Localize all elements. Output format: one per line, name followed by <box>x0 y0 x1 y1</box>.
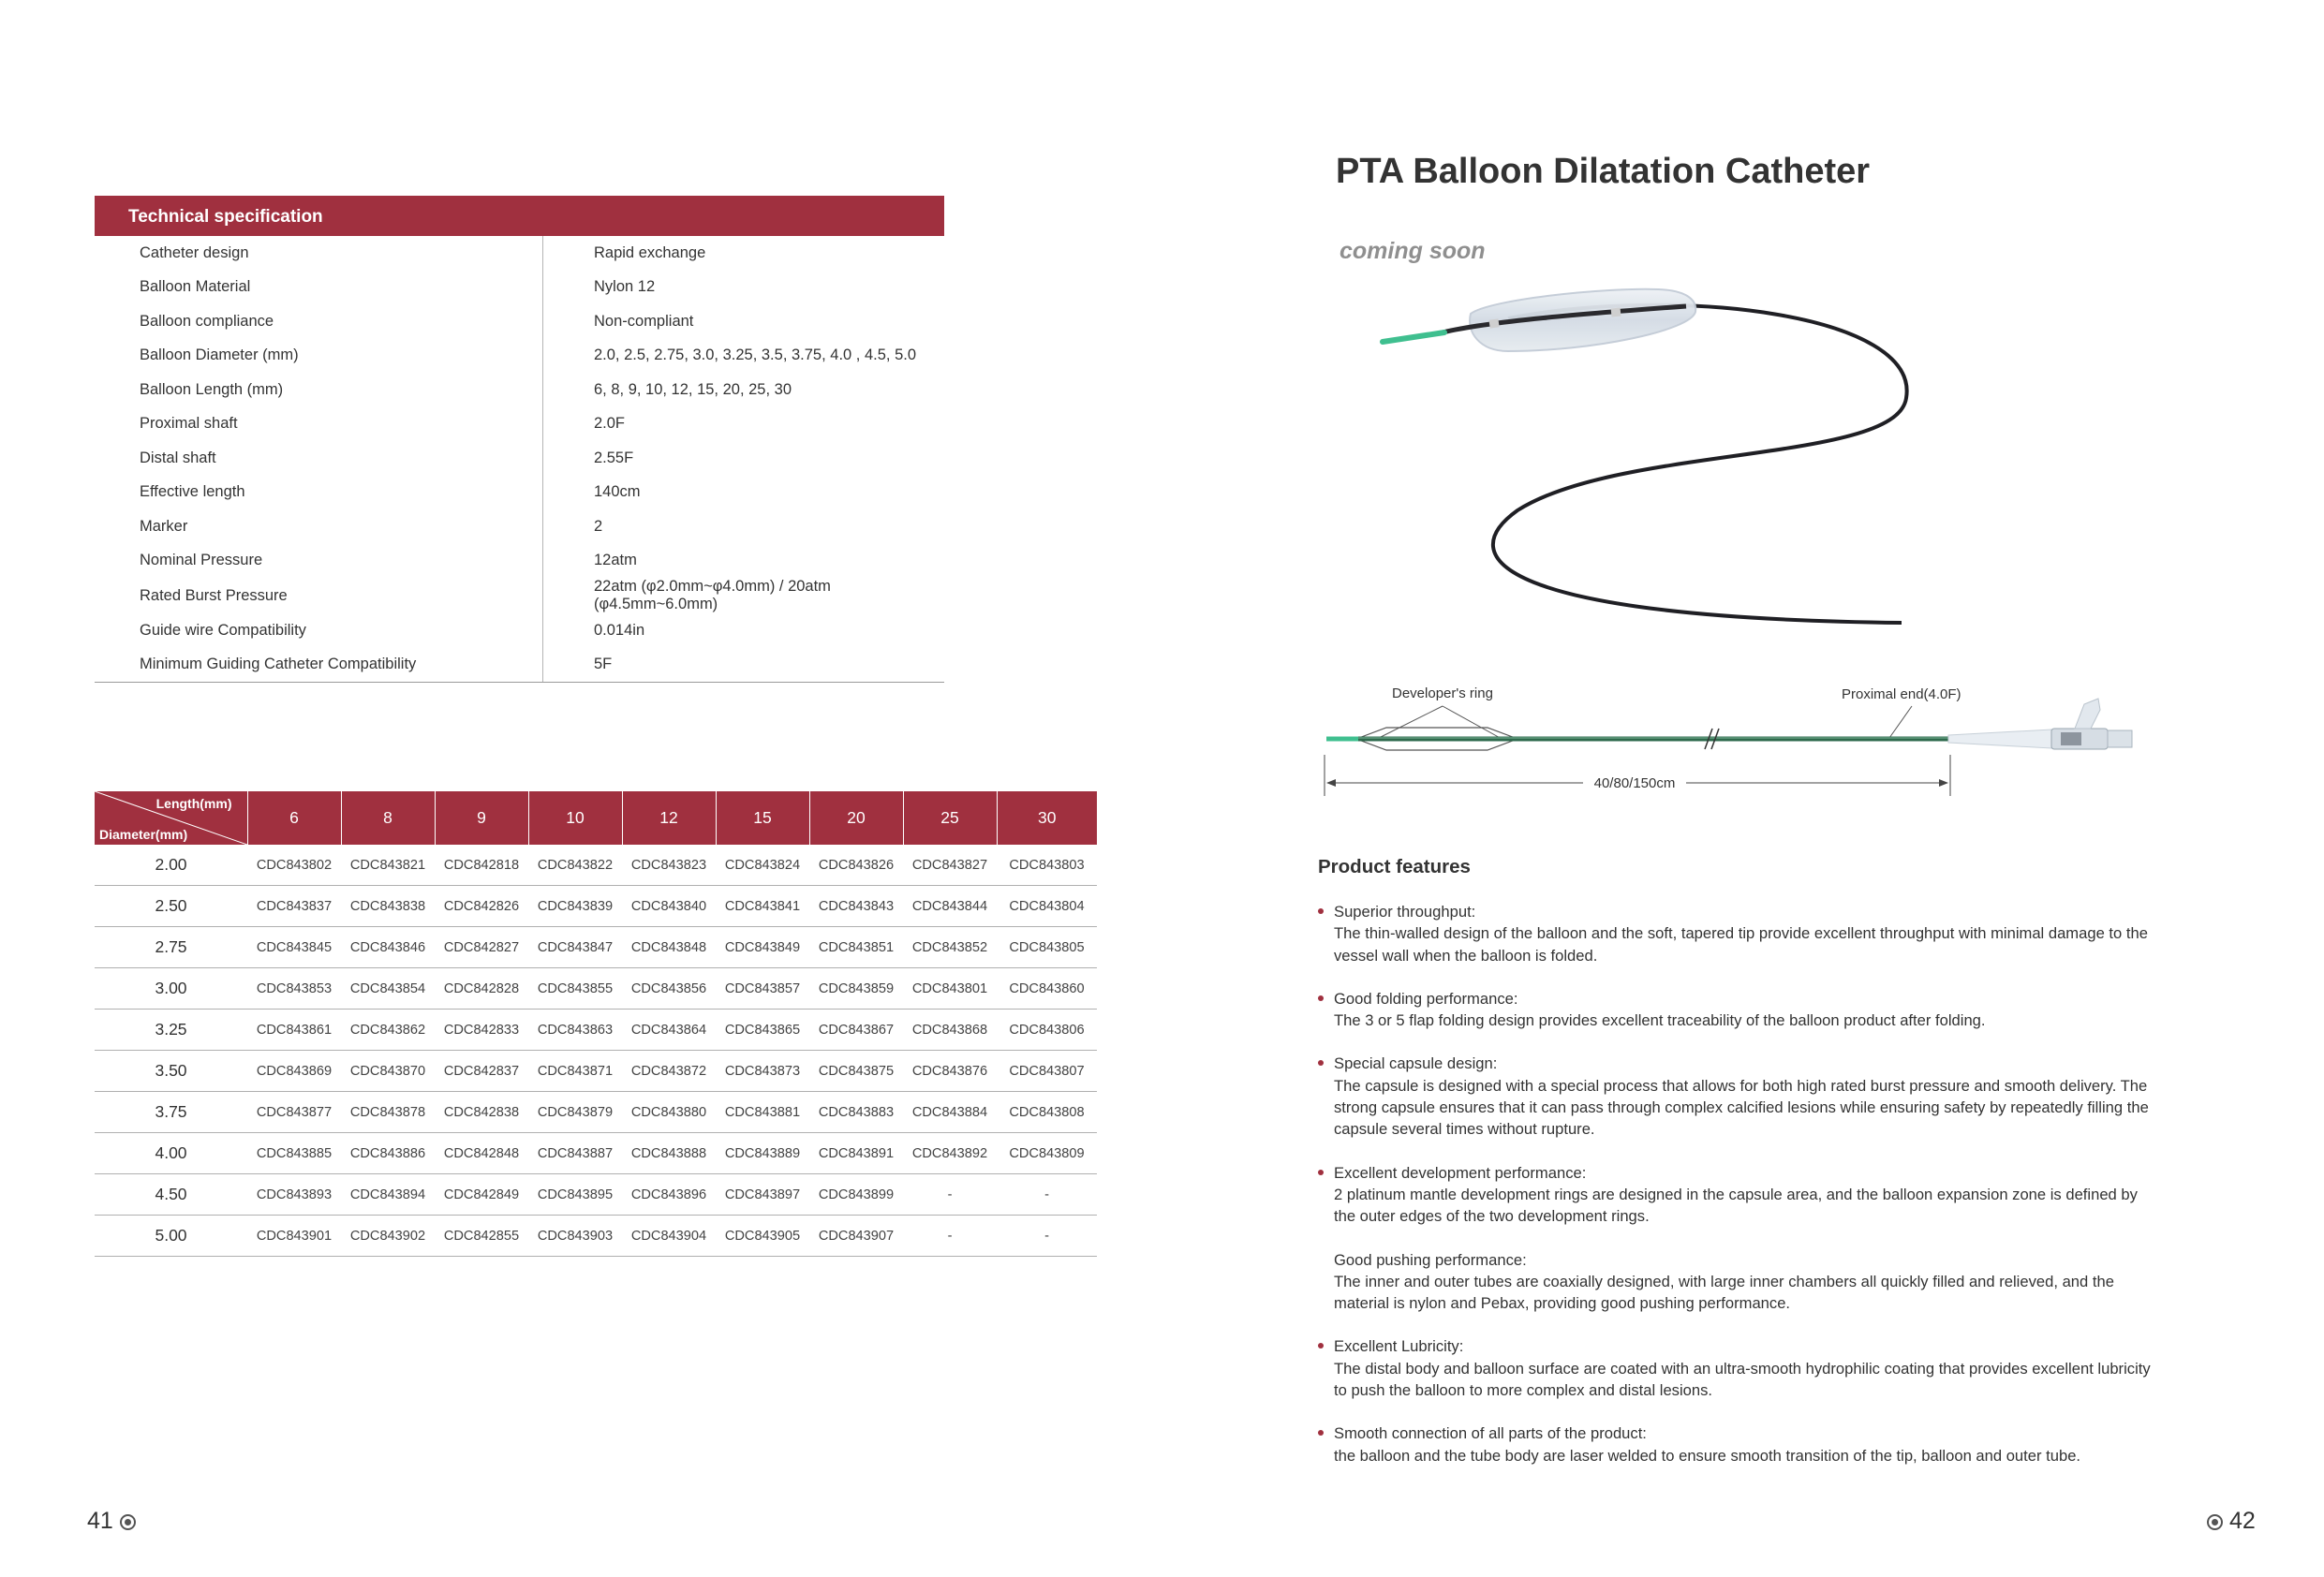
spec-value: 22atm (φ2.0mm~φ4.0mm) / 20atm (φ4.5mm~6.0mm) <box>594 578 831 612</box>
proximal-end-label: Proximal end(4.0F) <box>1842 686 1961 702</box>
code-table-header-row <box>95 791 1097 845</box>
feature-item <box>1318 1249 2161 1315</box>
spec-label: Guide wire Compatibility <box>95 613 543 648</box>
spec-label: Rated Burst Pressure <box>95 578 543 613</box>
length-header: 15 <box>716 791 809 845</box>
dimension-arrow-left <box>1326 779 1336 787</box>
feature-text: the balloon and the tube body are laser welded to ensure smooth transition of the tip, balloon and outer tube. <box>1334 1446 2081 1465</box>
product-features-title: Product features <box>1318 856 1471 877</box>
spec-table-body <box>95 236 944 683</box>
spec-value: Rapid exchange <box>594 243 706 261</box>
code-table-row <box>95 845 1097 886</box>
diameter-cell: 3.25 <box>95 1010 247 1051</box>
product-code-cell: CDC843897 <box>716 1174 809 1216</box>
catheter-photo <box>1377 276 1930 641</box>
catheter-shaft <box>1493 305 1907 623</box>
product-code-cell: CDC843888 <box>622 1133 716 1174</box>
spec-row <box>95 304 944 339</box>
product-code-cell: CDC842837 <box>435 1051 528 1092</box>
code-table-row <box>95 886 1097 927</box>
page-number-right <box>2207 1508 2256 1535</box>
product-code-cell: CDC843872 <box>622 1051 716 1092</box>
product-code-cell: CDC843803 <box>997 845 1097 886</box>
product-code-cell: - <box>903 1174 997 1216</box>
product-code-cell: CDC843887 <box>528 1133 622 1174</box>
product-code-cell: CDC842855 <box>435 1216 528 1257</box>
code-table-row <box>95 1092 1097 1133</box>
spec-value: Nylon 12 <box>594 278 656 296</box>
spec-row <box>95 407 944 442</box>
spec-label: Balloon Length (mm) <box>95 373 543 407</box>
code-table-row <box>95 1133 1097 1174</box>
catheter-tip <box>1383 332 1444 342</box>
spec-label: Nominal Pressure <box>95 544 543 579</box>
spec-label: Balloon Diameter (mm) <box>95 339 543 374</box>
product-code-cell: CDC843902 <box>341 1216 435 1257</box>
product-code-cell: CDC843886 <box>341 1133 435 1174</box>
product-code-cell: CDC843849 <box>716 927 809 968</box>
spec-value: 2 <box>594 517 603 535</box>
length-header: 12 <box>622 791 716 845</box>
spec-value: 6, 8, 9, 10, 12, 15, 20, 25, 30 <box>594 380 792 398</box>
product-code-cell: CDC843857 <box>716 968 809 1010</box>
product-code-cell: CDC842818 <box>435 845 528 886</box>
product-code-cell: CDC843880 <box>622 1092 716 1133</box>
spec-label: Balloon Material <box>95 271 543 305</box>
product-code-cell: CDC843873 <box>716 1051 809 1092</box>
feature-heading: Good pushing performance: <box>1334 1250 1527 1269</box>
developers-ring-label: Developer's ring <box>1392 685 1493 701</box>
diameter-cell: 2.50 <box>95 886 247 927</box>
product-code-cell: CDC843894 <box>341 1174 435 1216</box>
product-code-cell: CDC843837 <box>247 886 341 927</box>
spec-row <box>95 339 944 374</box>
product-code-cell: CDC843879 <box>528 1092 622 1133</box>
product-code-cell: CDC843904 <box>622 1216 716 1257</box>
product-code-cell: CDC843864 <box>622 1010 716 1051</box>
product-code-cell: CDC843807 <box>997 1051 1097 1092</box>
bullet-icon <box>1318 1430 1324 1436</box>
spec-row <box>95 476 944 510</box>
product-code-cell: CDC843822 <box>528 845 622 886</box>
feature-heading: Special capsule design: <box>1334 1054 1498 1073</box>
length-header: 6 <box>247 791 341 845</box>
product-code-cell: CDC843901 <box>247 1216 341 1257</box>
spec-label: Balloon compliance <box>95 304 543 339</box>
product-code-cell: CDC843827 <box>903 845 997 886</box>
spec-row <box>95 613 944 648</box>
strain-relief <box>1948 730 2051 748</box>
spec-value: 5F <box>543 648 945 683</box>
marker-band-2 <box>1611 307 1621 317</box>
hub-insert <box>2061 732 2081 745</box>
product-code-cell: CDC843808 <box>997 1092 1097 1133</box>
feature-heading: Superior throughput: <box>1334 903 1476 921</box>
product-code-cell: CDC842838 <box>435 1092 528 1133</box>
spec-row <box>95 648 944 683</box>
diameter-cell: 5.00 <box>95 1216 247 1257</box>
product-code-cell: CDC843860 <box>997 968 1097 1010</box>
product-code-cell: CDC843895 <box>528 1174 622 1216</box>
ring-leader-left <box>1375 706 1443 740</box>
product-code-cell: CDC843843 <box>809 886 903 927</box>
product-code-cell: CDC843885 <box>247 1133 341 1174</box>
diameter-cell: 3.50 <box>95 1051 247 1092</box>
ring-leader-right <box>1443 706 1503 740</box>
product-code-cell: CDC843863 <box>528 1010 622 1051</box>
spec-row <box>95 373 944 407</box>
feature-heading: Excellent development performance: <box>1334 1163 1587 1182</box>
spec-value: 0.014in <box>594 621 645 639</box>
product-code-cell: CDC843839 <box>528 886 622 927</box>
bullet-icon <box>1318 908 1324 914</box>
feature-text: The thin-walled design of the balloon and the soft, tapered tip provide excellent throughput with minimal damage to the vessel wall when the balloon is folded. <box>1334 924 2148 965</box>
product-code-table <box>95 791 1097 1257</box>
length-header: 25 <box>903 791 997 845</box>
product-code-cell: CDC843847 <box>528 927 622 968</box>
spec-row <box>95 271 944 305</box>
code-table-row <box>95 1216 1097 1257</box>
product-code-cell: CDC843851 <box>809 927 903 968</box>
code-table-row <box>95 968 1097 1010</box>
diameter-cell: 4.50 <box>95 1174 247 1216</box>
product-code-cell: CDC843889 <box>716 1133 809 1174</box>
product-code-cell: CDC843845 <box>247 927 341 968</box>
feature-heading: Smooth connection of all parts of the product: <box>1334 1424 1647 1443</box>
product-code-cell: CDC843871 <box>528 1051 622 1092</box>
product-code-cell: CDC843891 <box>809 1133 903 1174</box>
length-header: 20 <box>809 791 903 845</box>
spec-value: 2.0F <box>594 415 626 433</box>
diameter-cell: 2.00 <box>95 845 247 886</box>
product-code-cell: CDC842827 <box>435 927 528 968</box>
product-code-cell: - <box>997 1174 1097 1216</box>
feature-heading: Good folding performance: <box>1334 989 1518 1008</box>
product-code-cell: CDC843899 <box>809 1174 903 1216</box>
code-table-body <box>95 845 1097 1257</box>
spec-label: Distal shaft <box>95 441 543 476</box>
product-code-cell: CDC842833 <box>435 1010 528 1051</box>
spec-label: Effective length <box>95 476 543 510</box>
product-code-cell: CDC843838 <box>341 886 435 927</box>
spec-value: 140cm <box>594 483 641 501</box>
product-code-cell: CDC843856 <box>622 968 716 1010</box>
feature-item <box>1318 1053 2161 1140</box>
technical-specification-table <box>95 196 944 683</box>
product-code-cell: CDC843841 <box>716 886 809 927</box>
product-code-cell: CDC843893 <box>247 1174 341 1216</box>
spec-row <box>95 578 944 613</box>
coming-soon-label: coming soon <box>1340 238 1486 264</box>
feature-text: The inner and outer tubes are coaxially designed, with large inner chambers all quickly filled and relieved, and the material is nylon and Pebax, providing good pushing performance. <box>1334 1272 2114 1313</box>
page-number-right-text: 42 <box>2228 1508 2256 1534</box>
spec-label: Marker <box>95 509 543 544</box>
feature-item <box>1318 1335 2161 1401</box>
catheter-diagram <box>1321 676 2183 807</box>
product-code-cell: CDC843805 <box>997 927 1097 968</box>
product-code-cell: CDC843806 <box>997 1010 1097 1051</box>
product-features-list <box>1318 901 2161 1488</box>
product-code-cell: CDC843905 <box>716 1216 809 1257</box>
product-code-cell: - <box>997 1216 1097 1257</box>
product-code-cell: CDC843826 <box>809 845 903 886</box>
code-table-row <box>95 1010 1097 1051</box>
product-code-cell: CDC843854 <box>341 968 435 1010</box>
length-dimension-label: 40/80/150cm <box>1593 775 1676 791</box>
spec-row <box>95 236 944 271</box>
product-code-cell: CDC843903 <box>528 1216 622 1257</box>
hub-side-port <box>2075 699 2100 729</box>
product-code-cell: CDC843861 <box>247 1010 341 1051</box>
page-ring-icon <box>2207 1514 2223 1530</box>
spec-row <box>95 509 944 544</box>
feature-text: The capsule is designed with a special process that allows for both high rated burst pressure and smooth delivery. The strong capsule ensures that it can pass through complex calcified lesions while ensuring safety by repeatedly filling the capsule several times without rupture. <box>1334 1076 2149 1139</box>
diameter-cell: 3.75 <box>95 1092 247 1133</box>
product-code-cell: CDC843867 <box>809 1010 903 1051</box>
product-code-cell: CDC843892 <box>903 1133 997 1174</box>
length-axis-label: Length(mm) <box>155 796 232 811</box>
page-number-left-text: 41 <box>87 1508 113 1534</box>
feature-item <box>1318 988 2161 1032</box>
spec-table-header: Technical specification <box>95 196 944 236</box>
product-code-cell: CDC843801 <box>903 968 997 1010</box>
product-title: PTA Balloon Dilatation Catheter <box>1336 152 1871 191</box>
code-table-row <box>95 927 1097 968</box>
code-table-row <box>95 1051 1097 1092</box>
product-code-cell: CDC843896 <box>622 1174 716 1216</box>
product-code-cell: CDC843877 <box>247 1092 341 1133</box>
feature-item <box>1318 1162 2161 1228</box>
length-header: 8 <box>341 791 435 845</box>
product-code-cell: - <box>903 1216 997 1257</box>
feature-item <box>1318 901 2161 966</box>
bullet-icon <box>1318 1170 1324 1175</box>
code-table-row <box>95 1174 1097 1216</box>
product-code-cell: CDC843846 <box>341 927 435 968</box>
feature-text: The 3 or 5 flap folding design provides excellent traceability of the balloon product after folding. <box>1334 1011 1986 1030</box>
page-ring-icon <box>120 1514 136 1530</box>
spec-value: Non-compliant <box>594 312 694 330</box>
product-code-cell: CDC843870 <box>341 1051 435 1092</box>
bullet-icon <box>1318 995 1324 1001</box>
product-code-cell: CDC843804 <box>997 886 1097 927</box>
product-code-cell: CDC843824 <box>716 845 809 886</box>
product-code-cell: CDC843862 <box>341 1010 435 1051</box>
bullet-icon <box>1318 1060 1324 1066</box>
product-code-cell: CDC842828 <box>435 968 528 1010</box>
product-code-cell: CDC843876 <box>903 1051 997 1092</box>
product-code-cell: CDC843853 <box>247 968 341 1010</box>
product-code-cell: CDC842849 <box>435 1174 528 1216</box>
product-code-cell: CDC843809 <box>997 1133 1097 1174</box>
product-code-cell: CDC842848 <box>435 1133 528 1174</box>
product-code-cell: CDC843859 <box>809 968 903 1010</box>
product-code-cell: CDC843823 <box>622 845 716 886</box>
feature-text: The distal body and balloon surface are coated with an ultra-smooth hydrophilic coating that provides excellent lubricity to push the balloon to more complex and distal lesions. <box>1334 1359 2151 1400</box>
hub-luer <box>2108 730 2132 747</box>
product-code-cell: CDC843869 <box>247 1051 341 1092</box>
product-code-cell: CDC843865 <box>716 1010 809 1051</box>
feature-item <box>1318 1422 2161 1466</box>
feature-text: 2 platinum mantle development rings are designed in the capsule area, and the balloon expansion zone is defined by the outer edges of the two development rings. <box>1334 1185 2138 1226</box>
diameter-cell: 2.75 <box>95 927 247 968</box>
spec-label: Proximal shaft <box>95 407 543 442</box>
diameter-cell: 3.00 <box>95 968 247 1010</box>
diameter-axis-label: Diameter(mm) <box>99 827 188 842</box>
bullet-icon <box>1318 1343 1324 1349</box>
product-code-cell: CDC843883 <box>809 1092 903 1133</box>
length-header: 30 <box>997 791 1097 845</box>
page-number-left <box>87 1508 136 1535</box>
spec-value: 2.55F <box>594 449 634 466</box>
product-code-cell: CDC843907 <box>809 1216 903 1257</box>
spec-row <box>95 544 944 579</box>
product-code-cell: CDC843875 <box>809 1051 903 1092</box>
product-code-cell: CDC843802 <box>247 845 341 886</box>
dimension-arrow-right <box>1939 779 1948 787</box>
product-code-cell: CDC843852 <box>903 927 997 968</box>
marker-band-1 <box>1488 318 1499 328</box>
spec-value: 2.0, 2.5, 2.75, 3.0, 3.25, 3.5, 3.75, 4.0 , 4.5, 5.0 <box>594 346 917 364</box>
product-code-cell: CDC843840 <box>622 886 716 927</box>
product-code-cell: CDC842826 <box>435 886 528 927</box>
code-table-corner <box>95 791 247 845</box>
product-code-cell: CDC843868 <box>903 1010 997 1051</box>
spec-value: 12atm <box>594 552 637 569</box>
product-code-cell: CDC843844 <box>903 886 997 927</box>
length-header: 9 <box>435 791 528 845</box>
diameter-cell: 4.00 <box>95 1133 247 1174</box>
feature-heading: Excellent Lubricity: <box>1334 1337 1464 1356</box>
proximal-leader <box>1889 706 1912 738</box>
length-header: 10 <box>528 791 622 845</box>
product-code-cell: CDC843848 <box>622 927 716 968</box>
product-code-cell: CDC843821 <box>341 845 435 886</box>
product-code-cell: CDC843855 <box>528 968 622 1010</box>
product-code-cell: CDC843884 <box>903 1092 997 1133</box>
spec-label: Minimum Guiding Catheter Compatibility <box>95 648 543 683</box>
spec-label: Catheter design <box>95 236 543 271</box>
spec-row <box>95 441 944 476</box>
product-code-cell: CDC843881 <box>716 1092 809 1133</box>
product-code-cell: CDC843878 <box>341 1092 435 1133</box>
